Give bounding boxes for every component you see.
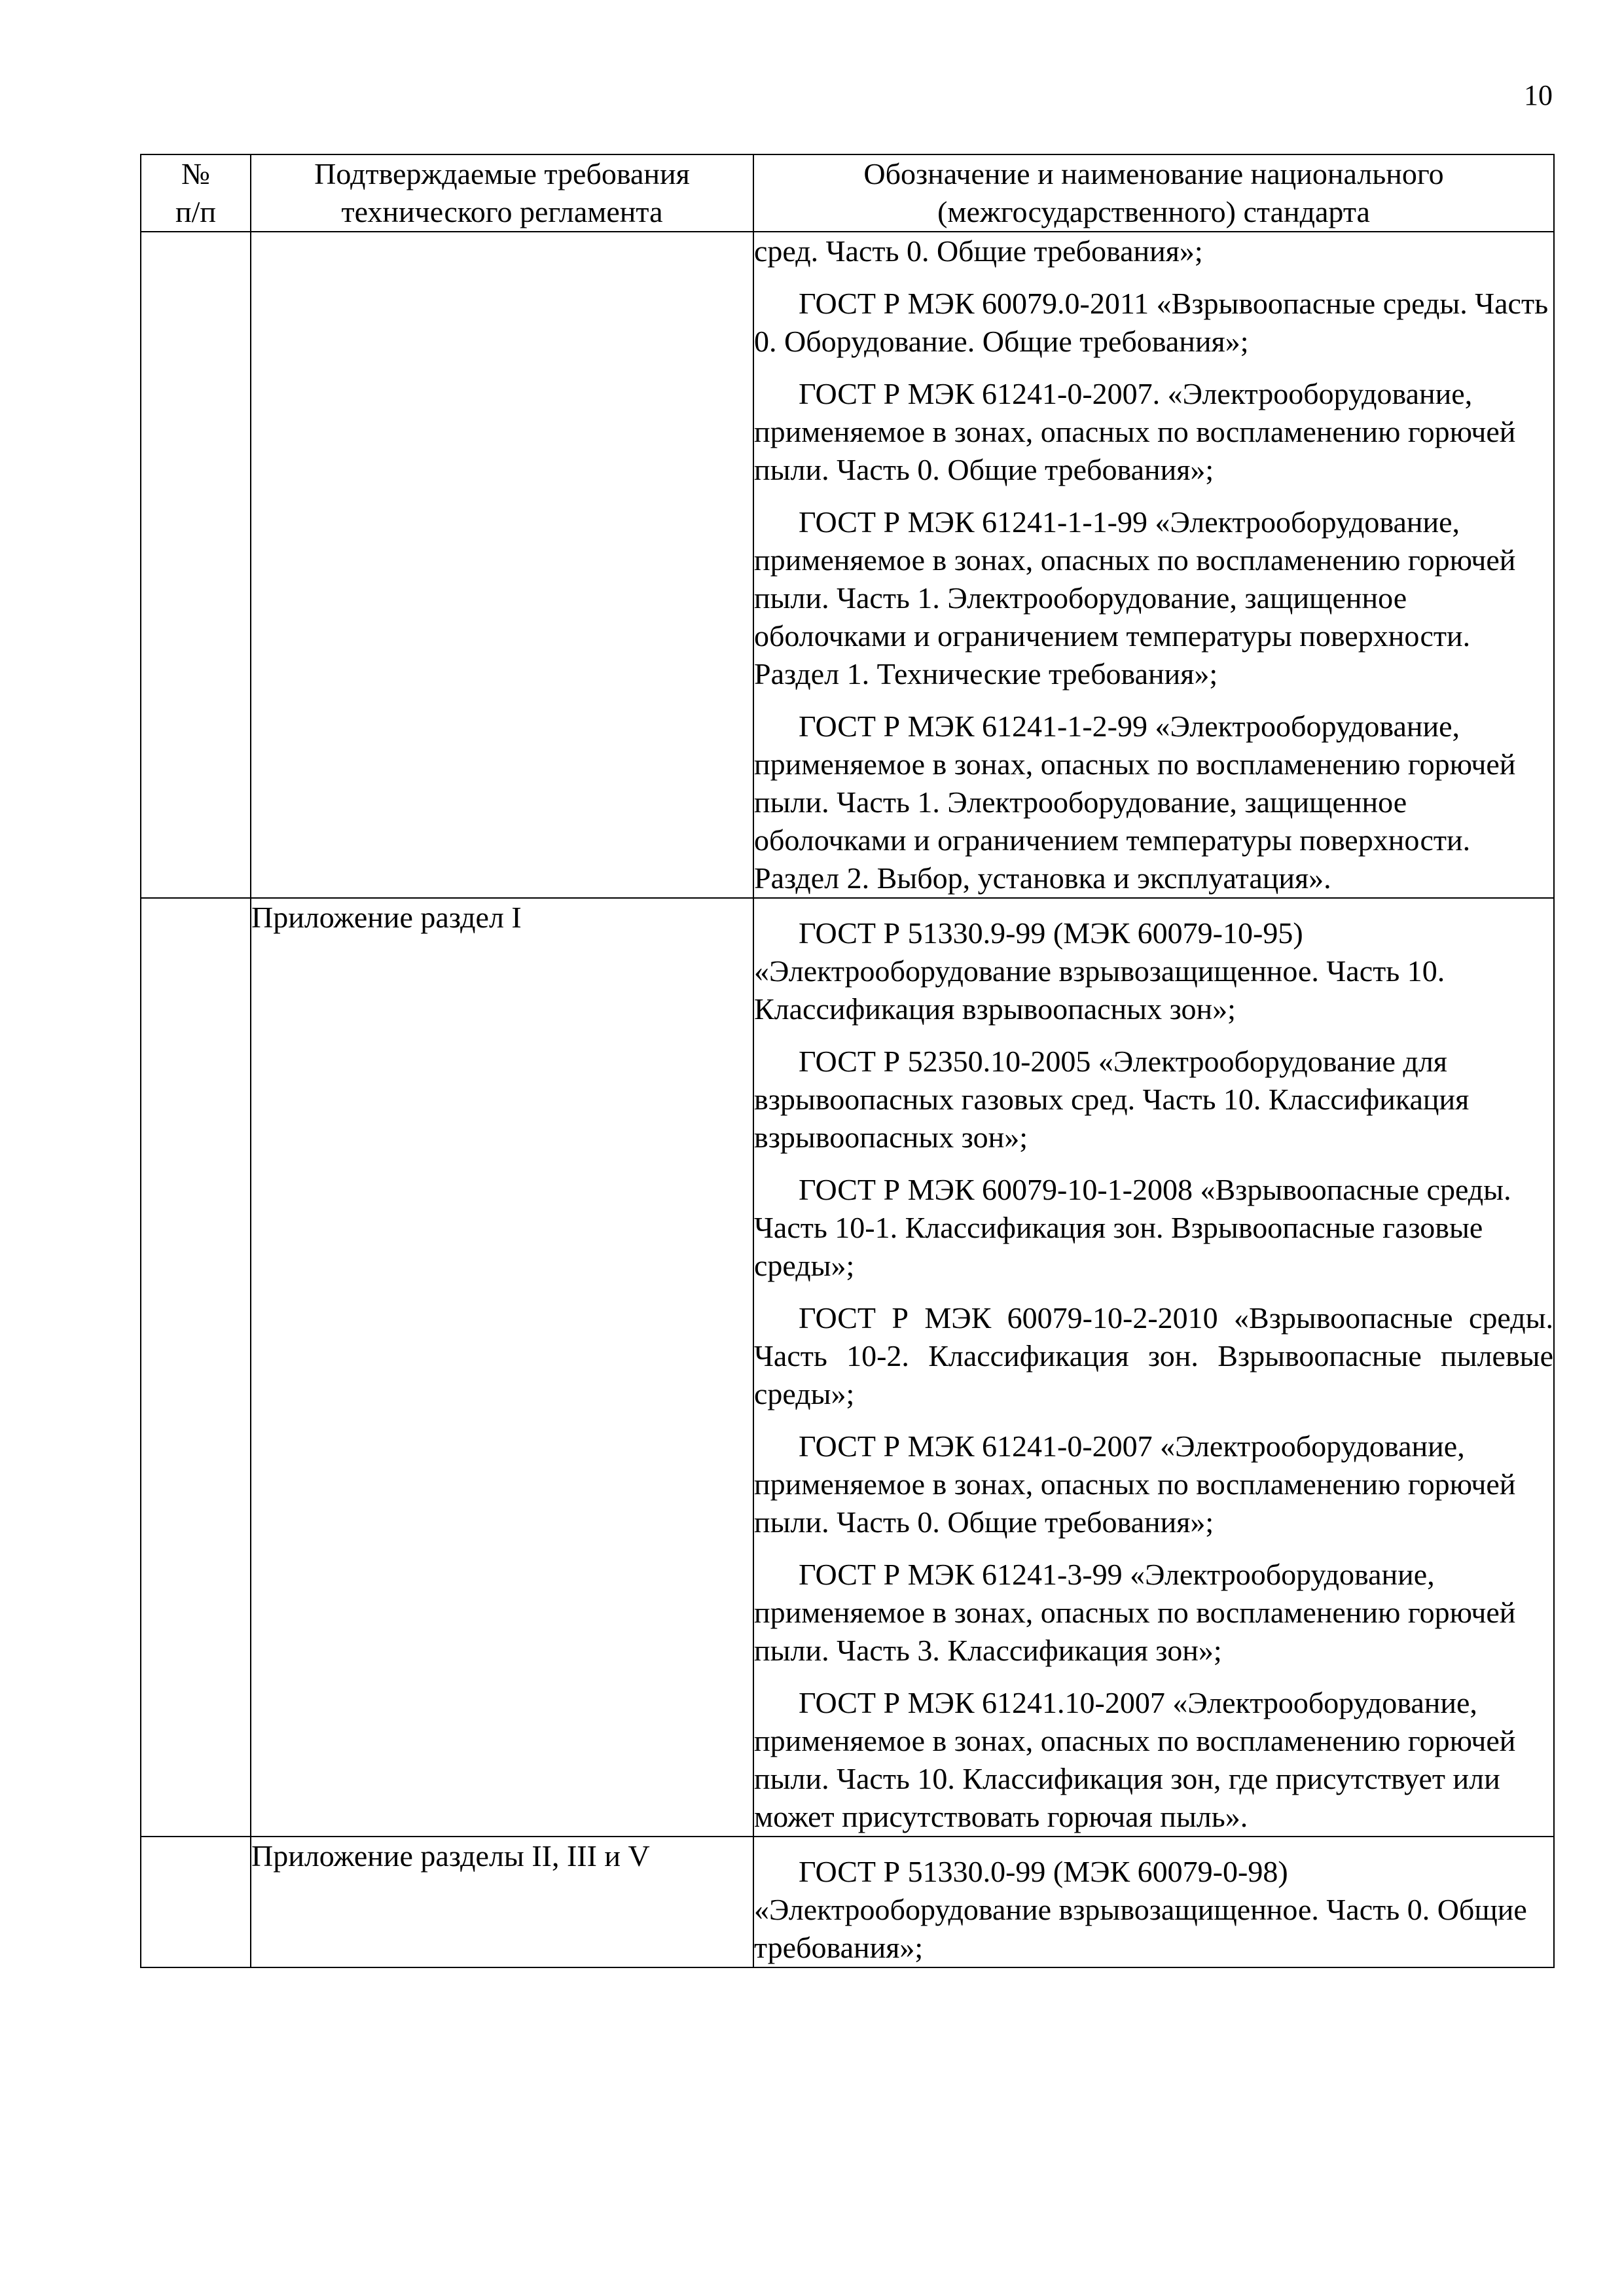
header-standard-label: Обозначение и наименование национального (межгосударственного) стандарта: [863, 157, 1444, 228]
row-standards-cell: [753, 232, 1554, 898]
table-header-row: [141, 154, 1554, 232]
standard-item: ГОСТ Р МЭК 60079-10-1-2008 «Взрывоопасные среды. Часть 10-1. Классификация зон. Взрывоопасные газовые среды»;: [754, 1173, 1511, 1282]
row-number-cell: [141, 898, 251, 1837]
table-row: [141, 1837, 1554, 1967]
standard-item: ГОСТ Р 51330.9-99 (МЭК 60079-10-95) «Электрооборудование взрывозащищенное. Часть 10. Классификация взрывоопасных зон»;: [754, 916, 1445, 1026]
row-requirements-cell: [251, 232, 753, 898]
row-number-cell: [141, 1837, 251, 1967]
header-requirements: [251, 154, 753, 232]
row-requirements-cell: [251, 1837, 753, 1967]
row-number-cell: [141, 232, 251, 898]
header-number-label: № п/п: [175, 157, 216, 228]
row-standards-cell: [753, 1837, 1554, 1967]
standard-item: ГОСТ Р МЭК 60079-10-2-2010 «Взрывоопасные среды. Часть 10-2. Классификация зон. Взрывоопасные пылевые среды»;: [754, 1301, 1553, 1410]
standard-item: ГОСТ Р МЭК 60079.0-2011 «Взрывоопасные среды. Часть 0. Оборудование. Общие требования»;: [754, 287, 1549, 358]
row-requirements: Приложение разделы II, III и V: [251, 1839, 650, 1873]
standard-item: ГОСТ Р МЭК 61241.10-2007 «Электрооборудование, применяемое в зонах, опасных по воспламенению горючей пыли. Часть 10. Классификация зон, где присутствует или может присутствовать горючая пыль».: [754, 1686, 1516, 1833]
standard-item: ГОСТ Р МЭК 61241-1-1-99 «Электрооборудование, применяемое в зонах, опасных по воспламенению горючей пыли. Часть 1. Электрооборудование, защищенное оболочками и ограничением температуры поверхности. Раздел 1. Технические требования»;: [754, 505, 1516, 691]
header-number: [141, 154, 251, 232]
standard-item: ГОСТ Р 51330.0-99 (МЭК 60079-0-98) «Электрооборудование взрывозащищенное. Часть 0. Общие требования»;: [754, 1855, 1527, 1964]
standard-item: сред. Часть 0. Общие требования»;: [754, 234, 1203, 268]
standard-item: ГОСТ Р МЭК 61241-1-2-99 «Электрооборудование, применяемое в зонах, опасных по воспламенению горючей пыли. Часть 1. Электрооборудование, защищенное оболочками и ограничением температуры поверхности. Раздел 2. Выбор, установка и эксплуатация».: [754, 709, 1516, 895]
page-number: 10: [1524, 79, 1553, 111]
header-requirements-label: Подтверждаемые требования технического регламента: [314, 157, 690, 228]
table-row: [141, 898, 1554, 1837]
header-standard: [753, 154, 1554, 232]
standard-item: ГОСТ Р МЭК 61241-0-2007. «Электрооборудование, применяемое в зонах, опасных по воспламенению горючей пыли. Часть 0. Общие требования»;: [754, 377, 1516, 486]
standard-item: ГОСТ Р МЭК 61241-3-99 «Электрооборудование, применяемое в зонах, опасных по воспламенению горючей пыли. Часть 3. Классификация зон»;: [754, 1558, 1516, 1667]
row-standards-cell: [753, 898, 1554, 1837]
standard-item: ГОСТ Р 52350.10-2005 «Электрооборудование для взрывоопасных газовых сред. Часть 10. Классификация взрывоопасных зон»;: [754, 1045, 1470, 1154]
row-requirements-cell: [251, 898, 753, 1837]
standards-table: [140, 154, 1555, 1968]
row-requirements: Приложение раздел I: [251, 901, 522, 934]
table-row: [141, 232, 1554, 898]
standard-item: ГОСТ Р МЭК 61241-0-2007 «Электрооборудование, применяемое в зонах, опасных по воспламенению горючей пыли. Часть 0. Общие требования»;: [754, 1429, 1516, 1539]
